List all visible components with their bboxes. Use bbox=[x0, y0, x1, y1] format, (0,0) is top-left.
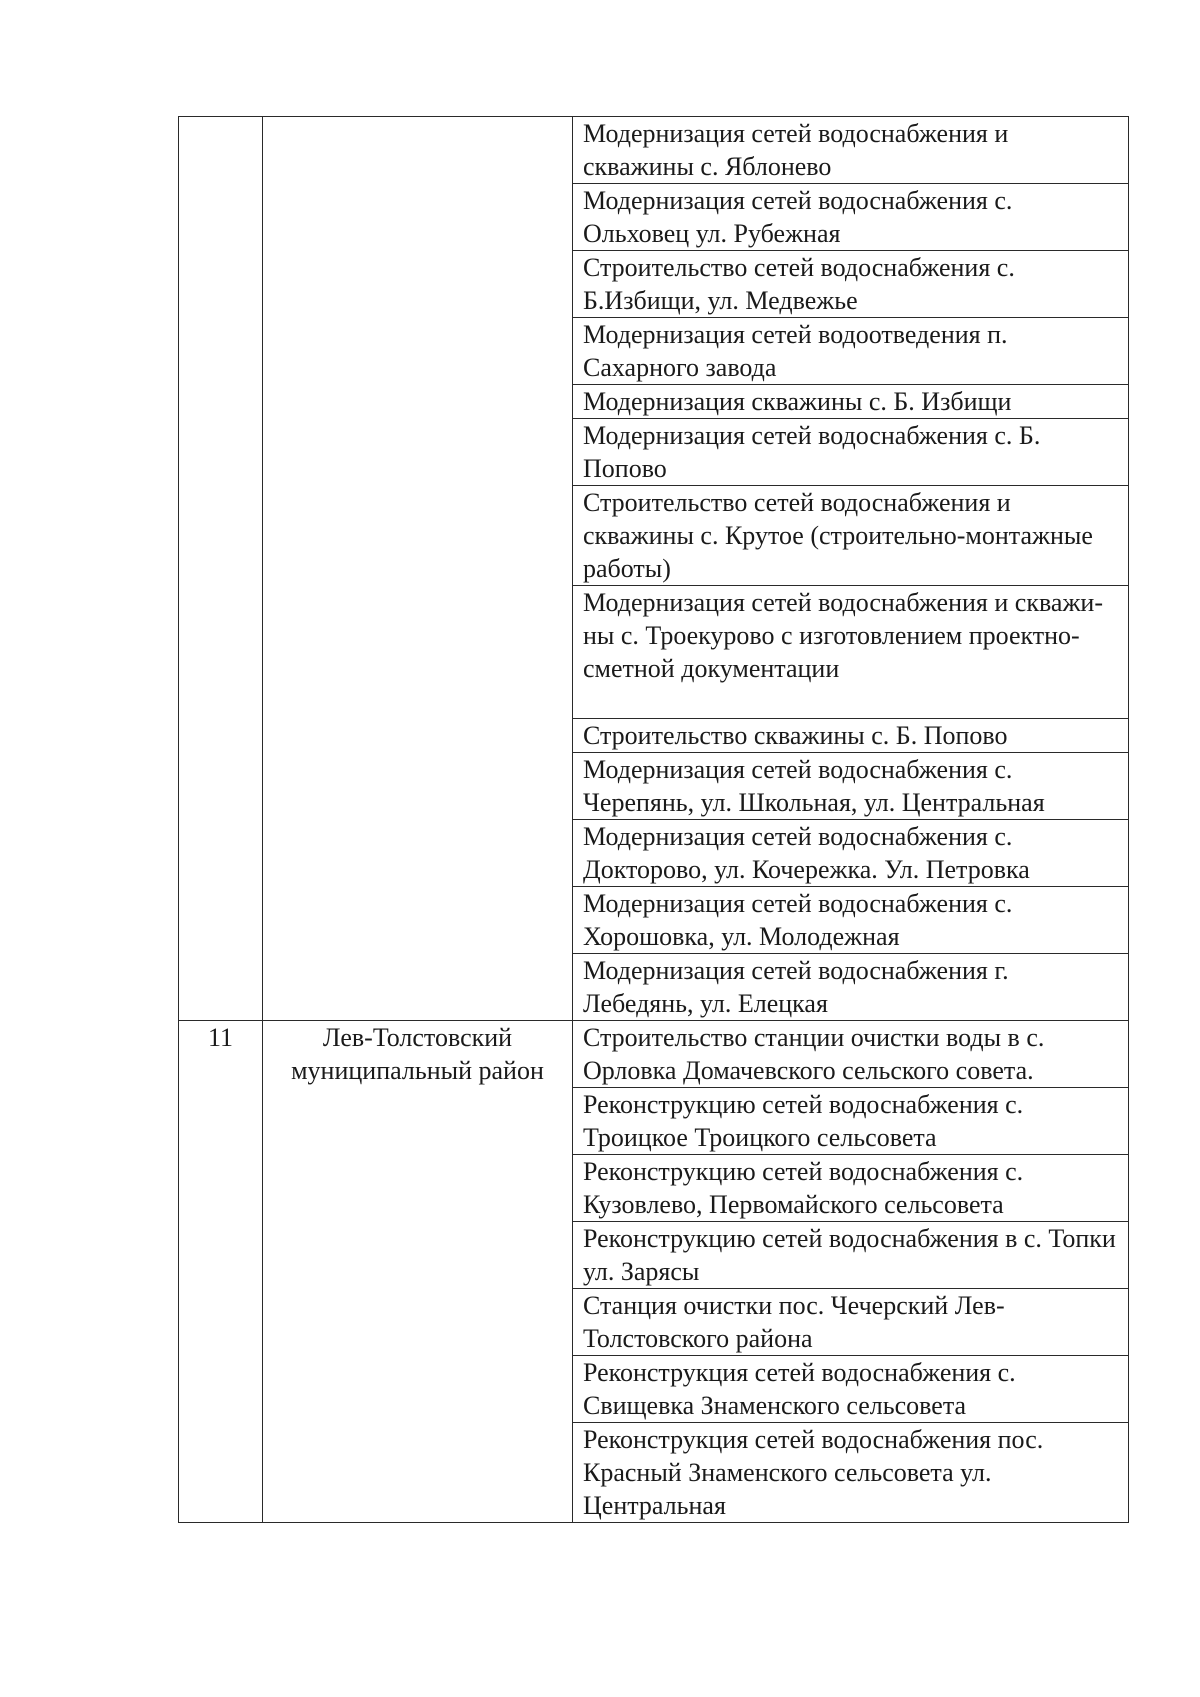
project-cell bbox=[573, 820, 1129, 887]
project-cell bbox=[573, 586, 1129, 719]
project-text: Модернизация сетей водоснабжения с. Ольховец ул. Рубежная bbox=[583, 186, 1013, 248]
project-cell bbox=[573, 753, 1129, 820]
project-cell bbox=[573, 117, 1129, 184]
project-cell bbox=[573, 318, 1129, 385]
project-cell bbox=[573, 1423, 1129, 1523]
table-row bbox=[179, 1021, 1129, 1088]
district-number-cell-empty bbox=[179, 117, 263, 1021]
project-cell bbox=[573, 385, 1129, 419]
project-text: Модернизация сетей водоотведения п. Сахарного завода bbox=[583, 320, 1008, 382]
project-cell bbox=[573, 419, 1129, 486]
project-text: Реконструкцию сетей водоснабжения с. Троицкое Троицкого сельсовета bbox=[583, 1090, 1024, 1152]
project-text: Строительство сетей водоснабжения с. Б.Избищи, ул. Медвежье bbox=[583, 253, 1015, 315]
project-cell bbox=[573, 719, 1129, 753]
project-text: Реконструкцию сетей водоснабжения с. Кузовлево, Первомайского сельсовета bbox=[583, 1157, 1024, 1219]
project-text: Модернизация скважины с. Б. Избищи bbox=[583, 387, 1012, 416]
project-text: Модернизация сетей водоснабжения и скважи-ны с. Троекурово с изготовлением проектно-сметной документации bbox=[583, 588, 1103, 683]
project-text: Строительство скважины с. Б. Попово bbox=[583, 721, 1008, 750]
project-text: Реконструкция сетей водоснабжения пос. Красный Знаменского сельсовета ул. Центральная bbox=[583, 1425, 1044, 1520]
district-number: 11 bbox=[179, 1021, 263, 1523]
project-text: Модернизация сетей водоснабжения и скважины с. Яблонево bbox=[583, 119, 1009, 181]
project-cell bbox=[573, 251, 1129, 318]
project-text: Реконструкция сетей водоснабжения с. Свищевка Знаменского сельсовета bbox=[583, 1358, 1016, 1420]
project-cell bbox=[573, 1289, 1129, 1356]
project-cell bbox=[573, 1088, 1129, 1155]
project-cell bbox=[573, 1021, 1129, 1088]
district-name-cell-empty bbox=[263, 117, 573, 1021]
project-text: Строительство станции очистки воды в с. Орловка Домачевского сельского совета. bbox=[583, 1023, 1045, 1085]
project-text: Станция очистки пос. Чечерский Лев-Толстовского района bbox=[583, 1291, 1005, 1353]
project-cell bbox=[573, 1356, 1129, 1423]
table-row bbox=[179, 117, 1129, 184]
project-text: Модернизация сетей водоснабжения с. Докторово, ул. Кочережка. Ул. Петровка bbox=[583, 822, 1030, 884]
project-text: Реконструкцию сетей водоснабжения в с. Топки ул. Зарясы bbox=[583, 1224, 1116, 1286]
project-cell bbox=[573, 1222, 1129, 1289]
project-cell bbox=[573, 887, 1129, 954]
project-cell bbox=[573, 486, 1129, 586]
project-cell bbox=[573, 954, 1129, 1021]
projects-table bbox=[178, 116, 1129, 1523]
project-cell bbox=[573, 1155, 1129, 1222]
project-text: Модернизация сетей водоснабжения с. Хорошовка, ул. Молодежная bbox=[583, 889, 1013, 951]
project-text: Строительство сетей водоснабжения и скважины с. Крутое (строительно-монтажные работы) bbox=[583, 488, 1093, 583]
district-name: Лев-Толстовский муниципальный район bbox=[263, 1021, 573, 1523]
project-text: Модернизация сетей водоснабжения г. Лебедянь, ул. Елецкая bbox=[583, 956, 1009, 1018]
project-text: Модернизация сетей водоснабжения с. Черепянь, ул. Школьная, ул. Центральная bbox=[583, 755, 1045, 817]
project-cell bbox=[573, 184, 1129, 251]
project-text: Модернизация сетей водоснабжения с. Б. Попово bbox=[583, 421, 1041, 483]
